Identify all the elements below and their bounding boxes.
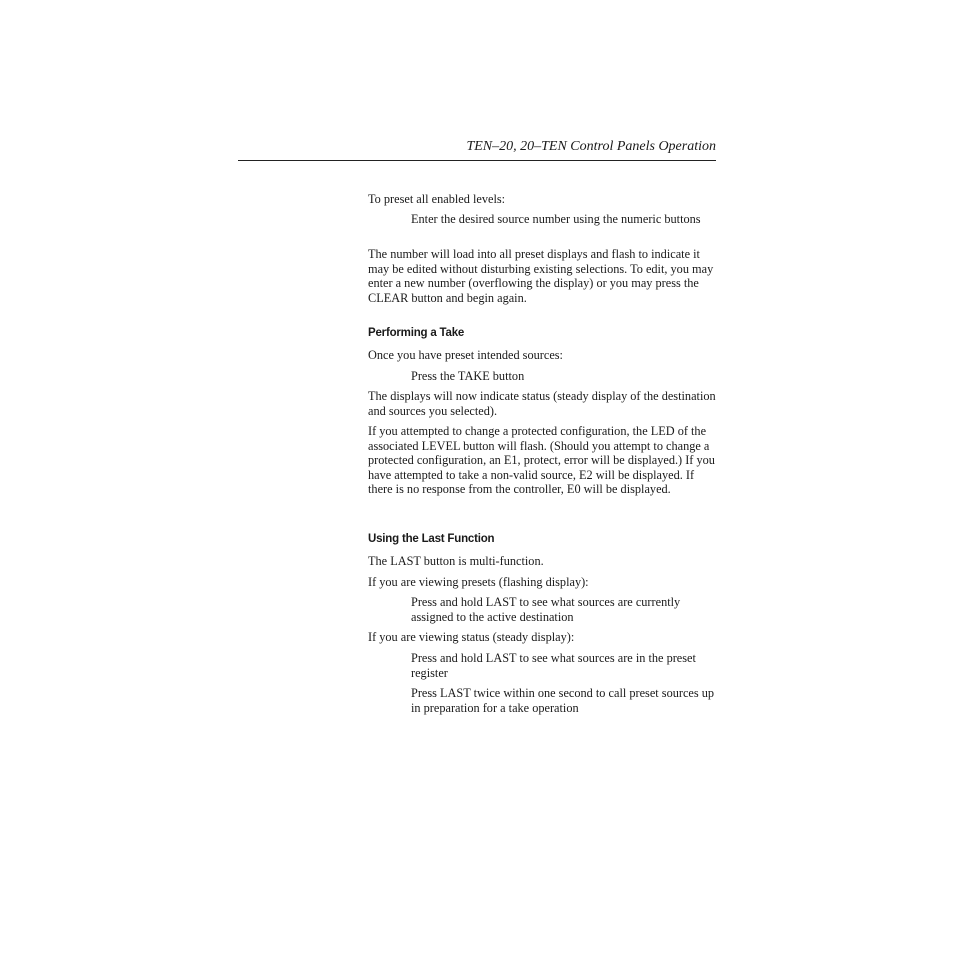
last-heading: Using the Last Function (368, 533, 495, 545)
last-intro: The LAST button is multi-function. (368, 554, 544, 568)
status-step-twice: Press LAST twice within one second to call preset sources up in preparation for a take operation (411, 686, 715, 715)
preset-step: Enter the desired source number using the numeric buttons (411, 212, 701, 226)
take-heading: Performing a Take (368, 327, 465, 339)
status-intro: If you are viewing status (steady display): (368, 630, 575, 644)
preset-intro: To preset all enabled levels: (368, 192, 506, 206)
take-status-paragraph: The displays will now indicate status (steady display of the destination and sources you selected). (368, 389, 716, 418)
take-intro: Once you have preset intended sources: (368, 348, 563, 362)
preset-paragraph: The number will load into all preset displays and flash to indicate it may be edited without disturbing existing selections. To edit, you may enter a new number (overflowing the display) or you may press the CLEAR button and begin again. (368, 247, 714, 305)
presets-intro: If you are viewing presets (flashing display): (368, 575, 589, 589)
presets-step: Press and hold LAST to see what sources are currently assigned to the active destination (411, 595, 681, 624)
take-step: Press the TAKE button (411, 369, 525, 383)
take-protect-paragraph: If you attempted to change a protected configuration, the LED of the associated LEVEL button will flash. (Should you attempt to change a protected configuration, an E1, protect, error will be displayed.) If you have attempted to take a non-valid source, E2 will be displayed. If there is no response from the controller, E0 will be displayed. (368, 424, 715, 496)
status-step-hold: Press and hold LAST to see what sources are in the preset register (411, 651, 696, 680)
header-rule (238, 160, 716, 161)
running-header-title: TEN–20, 20–TEN Control Panels Operation (466, 139, 716, 154)
